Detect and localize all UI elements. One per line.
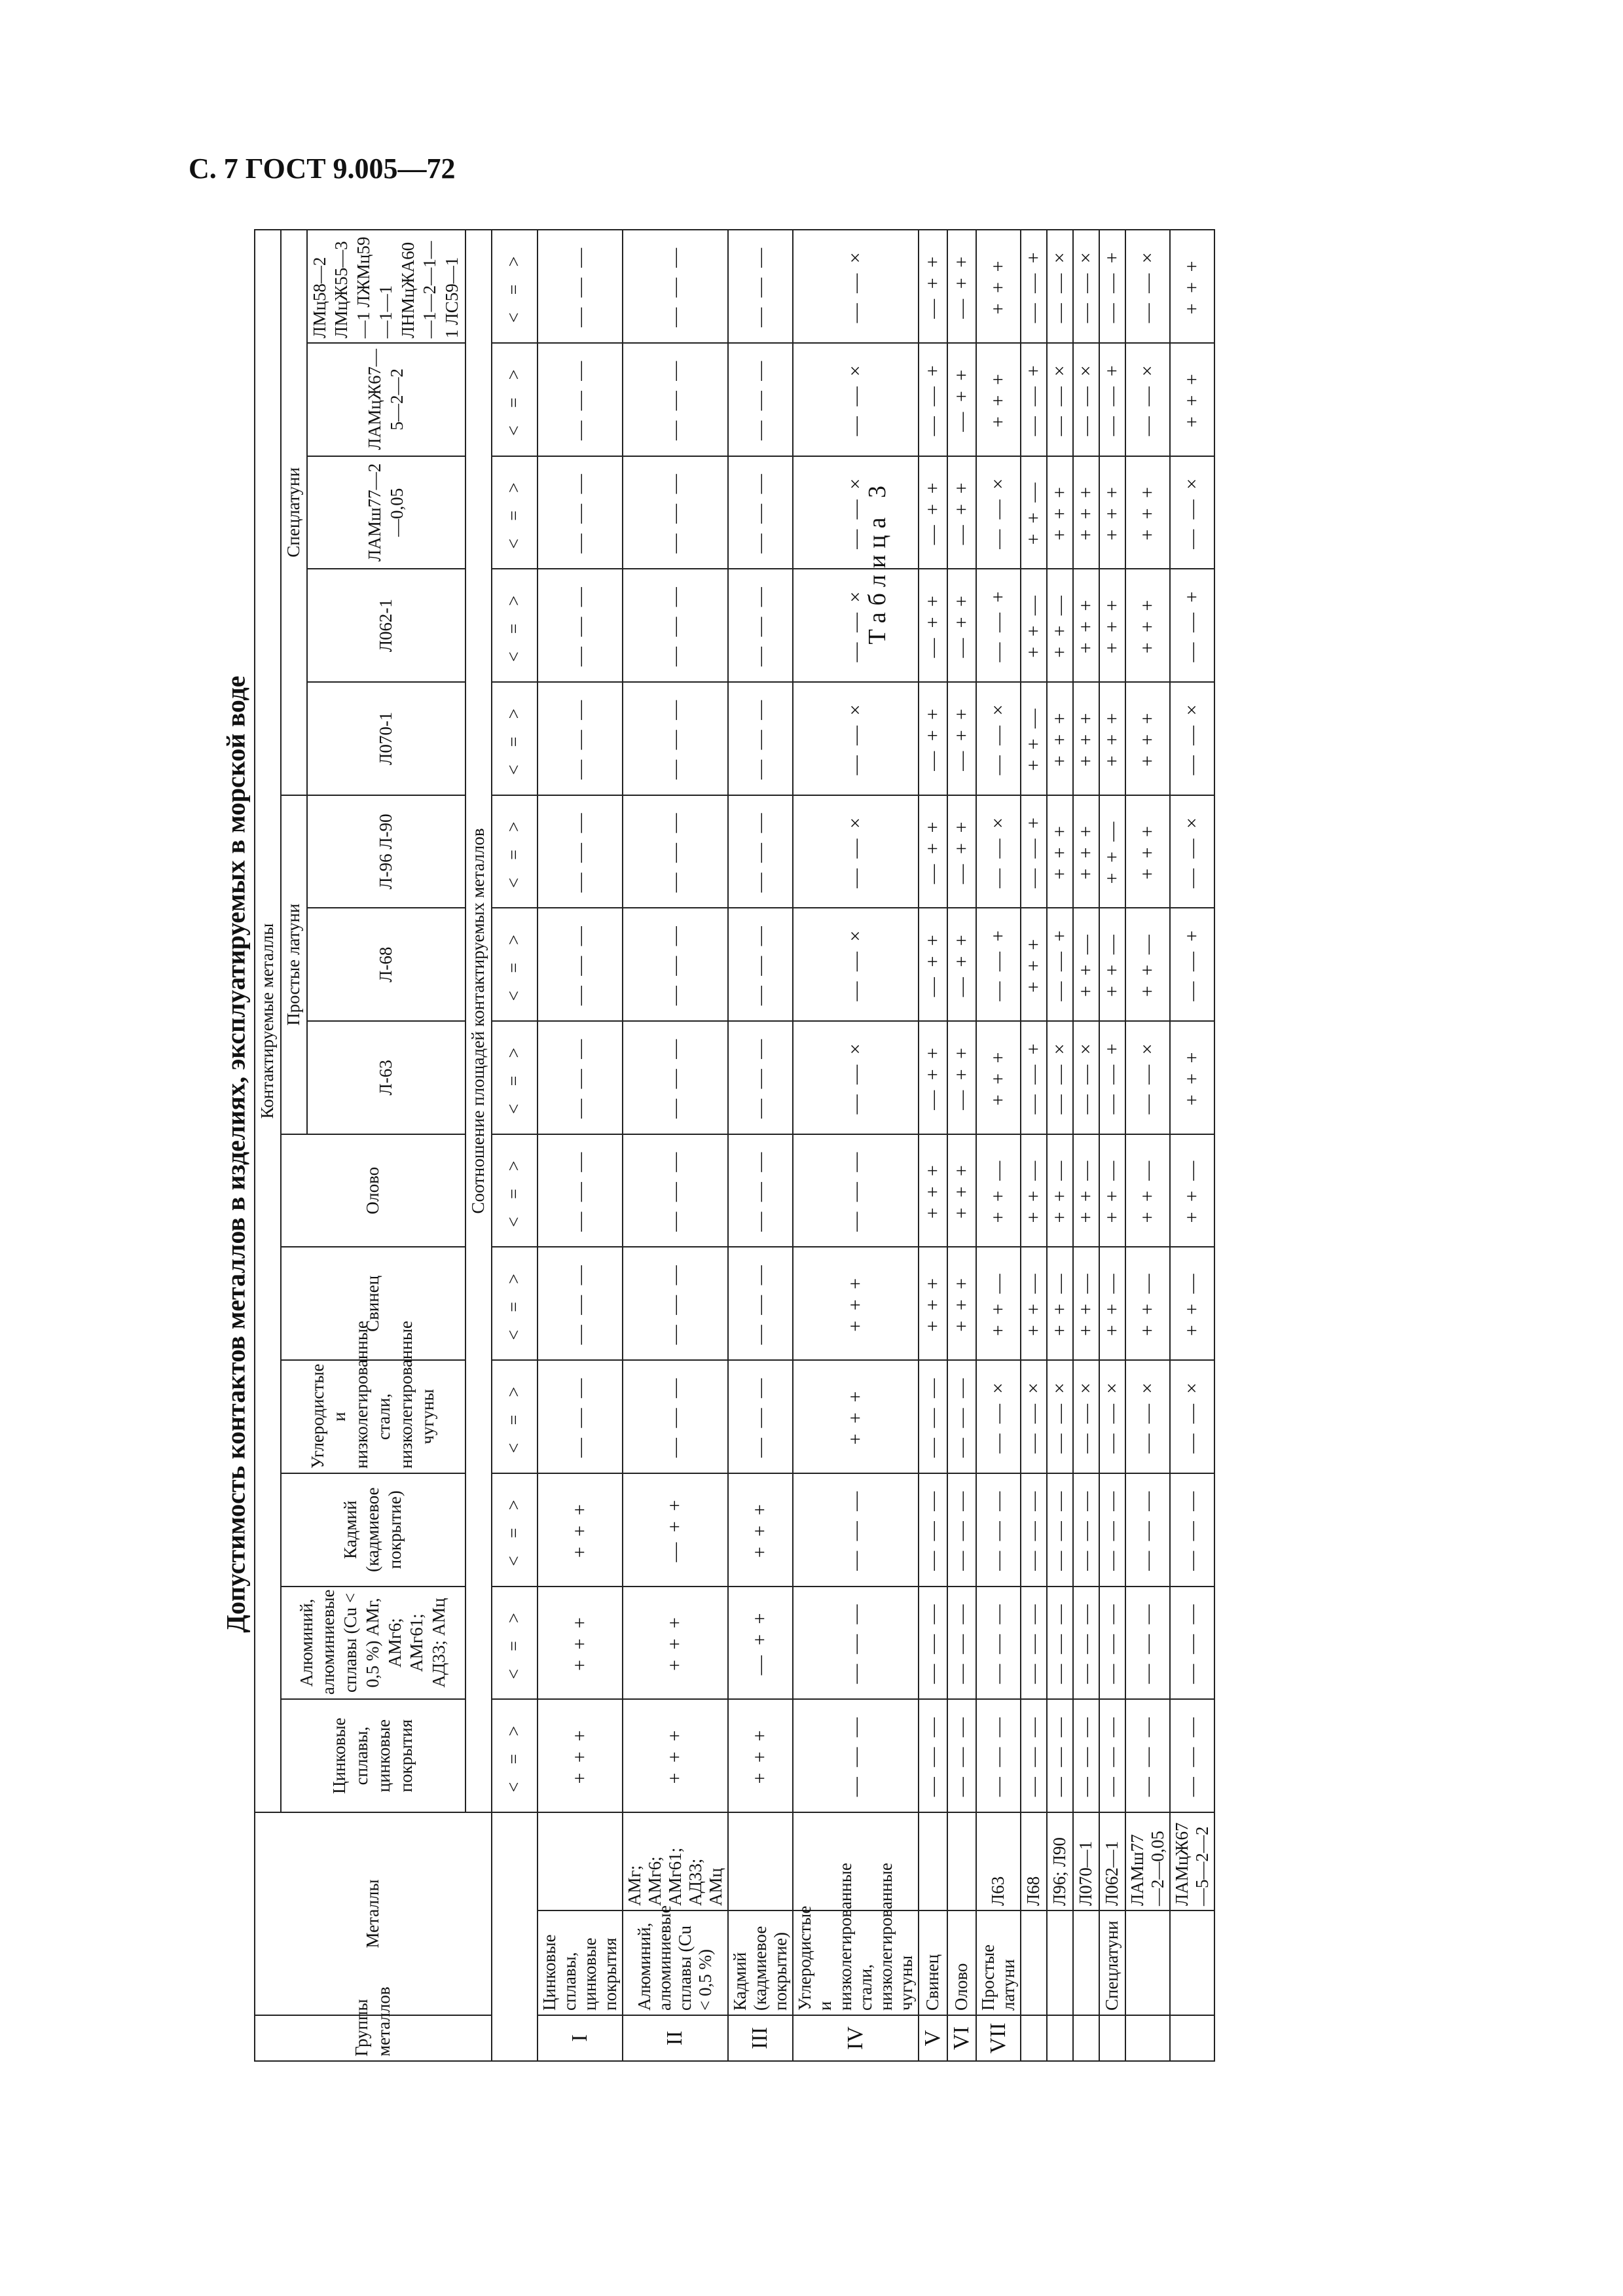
- compatibility-cell: + + +: [976, 230, 1021, 343]
- compatibility-cell: — — —: [538, 908, 623, 1021]
- group-number: [1047, 2015, 1073, 2061]
- compatibility-cell: — — ×: [1170, 795, 1214, 908]
- col-lamczh67: ЛАМцЖ67—5—2—2: [307, 343, 465, 456]
- compatibility-cell: — — ×: [1073, 230, 1099, 343]
- metal-name: [1170, 1910, 1214, 2015]
- compatibility-cell: + + +: [1170, 343, 1214, 456]
- compatibility-cell: + + +: [793, 1360, 919, 1473]
- compatibility-cell: — + +: [947, 569, 976, 682]
- compatibility-cell: + + —: [1099, 1247, 1125, 1360]
- col-other-brass: ЛМц58—2 ЛМцЖ55—3—1 ЛЖМц59—1—1 ЛНМцЖА60—1—2—1—1 ЛС59—1: [307, 230, 465, 343]
- metal-name: Спецлатуни: [1099, 1910, 1125, 2015]
- compatibility-cell: — — —: [976, 1473, 1021, 1587]
- compatibility-cell: — — —: [793, 1134, 919, 1247]
- symbols-row-cell: < = >: [492, 795, 538, 908]
- table-title: Допустимость контактов металлов в изделиях, эксплуатируемых в морской воде: [221, 675, 251, 1633]
- compatibility-cell: + + —: [976, 1247, 1021, 1360]
- metal-name: Углеродистые и низколегированные стали, низколегированные чугуны: [793, 1910, 919, 2015]
- compatibility-cell: — + +: [919, 908, 947, 1021]
- compatibility-cell: — — —: [728, 1134, 793, 1247]
- compatibility-cell: — + +: [947, 682, 976, 795]
- compatibility-cell: — — ×: [976, 795, 1021, 908]
- compatibility-cell: + + —: [1073, 1247, 1099, 1360]
- metal-grade: Л062—1: [1099, 1812, 1125, 1910]
- col-lamsh77: ЛАМш77—2—0,05: [307, 456, 465, 569]
- table-row: [1047, 230, 1073, 2061]
- metal-grade: АМг; АМг6; АМг61; АД33; АМц: [623, 1812, 728, 1910]
- metal-name: [1047, 1910, 1073, 2015]
- compatibility-cell: + + +: [1125, 456, 1170, 569]
- compatibility-cell: — — ×: [1125, 343, 1170, 456]
- compatibility-cell: — — —: [623, 1247, 728, 1360]
- compatibility-cell: — — ×: [1170, 682, 1214, 795]
- metal-grade: Л68: [1021, 1812, 1047, 1910]
- compatibility-cell: + + +: [1125, 569, 1170, 682]
- compatibility-cell: + + +: [947, 1247, 976, 1360]
- compatibility-cell: — — ×: [1047, 230, 1073, 343]
- compatibility-cell: + + +: [538, 1473, 623, 1587]
- compatibility-cell: — — —: [1021, 1473, 1047, 1587]
- col-zinc: Цинковые сплавы, цинковые покрытия: [281, 1699, 465, 1812]
- special-brass-header: Спецлатуни: [281, 230, 307, 795]
- compatibility-cell: — — —: [1170, 1587, 1214, 1700]
- compatibility-cell: — — ×: [976, 1360, 1021, 1473]
- compatibility-cell: + + +: [1021, 908, 1047, 1021]
- compatibility-cell: — + +: [919, 456, 947, 569]
- compatibility-cell: — + +: [947, 456, 976, 569]
- compatibility-cell: — — —: [1021, 1587, 1047, 1700]
- compatibility-cell: — — ×: [1125, 230, 1170, 343]
- compatibility-cell: — — —: [728, 230, 793, 343]
- compatibility-cell: — — —: [538, 795, 623, 908]
- compatibility-cell: — — ×: [976, 682, 1021, 795]
- compatibility-cell: — — +: [1047, 908, 1073, 1021]
- compatibility-cell: — — —: [623, 569, 728, 682]
- table-row: [947, 230, 976, 2061]
- compatibility-cell: — — —: [538, 569, 623, 682]
- compatibility-cell: — — +: [1021, 230, 1047, 343]
- compatibility-cell: — — ×: [1125, 1021, 1170, 1134]
- metal-name: [1125, 1910, 1170, 2015]
- metal-name: Свинец: [919, 1910, 947, 2015]
- compatibility-cell: — — ×: [1073, 1021, 1099, 1134]
- compatibility-cell: — — +: [1170, 908, 1214, 1021]
- compatibility-cell: — — —: [919, 1360, 947, 1473]
- table-row: [919, 230, 947, 2061]
- group-number: III: [728, 2015, 793, 2061]
- compatibility-cell: — — ×: [1099, 1360, 1125, 1473]
- symbols-row-cell: < = >: [492, 1247, 538, 1360]
- compatibility-cell: — — ×: [1073, 1360, 1099, 1473]
- compatibility-cell: + + —: [1021, 1247, 1047, 1360]
- compatibility-cell: + + +: [1099, 569, 1125, 682]
- symbols-row-cell: < = >: [492, 456, 538, 569]
- compatibility-cell: + + —: [976, 1134, 1021, 1247]
- col-lead: Свинец: [281, 1247, 465, 1360]
- table-row: [1099, 230, 1125, 2061]
- metal-name: Цинковые сплавы, цинковые покрытия: [538, 1910, 623, 2015]
- compatibility-cell: + + —: [1047, 1134, 1073, 1247]
- compatibility-cell: — — ×: [1047, 343, 1073, 456]
- compatibility-cell: + + —: [1170, 1134, 1214, 1247]
- metal-grade: [728, 1812, 793, 1910]
- compatibility-cell: — — —: [1099, 1473, 1125, 1587]
- metal-grade: [919, 1812, 947, 1910]
- symbols-row-cell: < = >: [492, 1360, 538, 1473]
- compatibility-cell: — — —: [728, 1360, 793, 1473]
- compatibility-cell: + + —: [1099, 1134, 1125, 1247]
- symbols-row-cell: < = >: [492, 1021, 538, 1134]
- symbols-row-cell: < = >: [492, 1699, 538, 1812]
- compatibility-cell: — — —: [538, 1360, 623, 1473]
- compatibility-cell: — — —: [623, 1021, 728, 1134]
- table-row: [1073, 230, 1099, 2061]
- metals-column-header: Металлы: [255, 1812, 492, 2015]
- col-l63: Л-63: [307, 1021, 465, 1134]
- compatibility-cell: — — ×: [1170, 1360, 1214, 1473]
- compatibility-cell: — + +: [919, 569, 947, 682]
- compatibility-cell: — — +: [1021, 1021, 1047, 1134]
- compatibility-cell: — — —: [947, 1360, 976, 1473]
- compatibility-cell: — — ×: [793, 1021, 919, 1134]
- compatibility-cell: — — +: [1021, 343, 1047, 456]
- compatibility-cell: — — +: [919, 343, 947, 456]
- compatibility-cell: + + +: [1073, 456, 1099, 569]
- compatibility-cell: + + +: [1170, 230, 1214, 343]
- compatibility-cell: + + +: [1073, 569, 1099, 682]
- contacted-metals-header: Контактируемые металлы: [255, 230, 281, 1812]
- compatibility-cell: — — —: [793, 1587, 919, 1700]
- compatibility-cell: + + +: [1047, 682, 1073, 795]
- compatibility-cell: — — —: [1047, 1473, 1073, 1587]
- group-number: I: [538, 2015, 623, 2061]
- compatibility-cell: — — —: [623, 230, 728, 343]
- compatibility-cell: — — ×: [793, 456, 919, 569]
- compatibility-cell: — — —: [623, 908, 728, 1021]
- compatibility-cell: — — —: [1021, 1699, 1047, 1812]
- compatibility-cell: — — —: [728, 795, 793, 908]
- symbols-row-cell: < = >: [492, 230, 538, 343]
- compatibility-cell: — + +: [919, 1021, 947, 1134]
- group-number: V: [919, 2015, 947, 2061]
- table-row: [1125, 230, 1170, 2061]
- compatibility-cell: — — —: [1170, 1473, 1214, 1587]
- compatibility-cell: + + +: [1073, 682, 1099, 795]
- compatibility-cell: — + +: [623, 1473, 728, 1587]
- metal-grade: [947, 1812, 976, 1910]
- symbols-spacer: [492, 1812, 538, 2061]
- compatibility-cell: — — ×: [793, 343, 919, 456]
- compatibility-cell: — — —: [1125, 1473, 1170, 1587]
- compatibility-cell: + + +: [1125, 682, 1170, 795]
- page-header: С. 7 ГОСТ 9.005—72: [189, 152, 456, 185]
- compatibility-cell: + + —: [1021, 682, 1047, 795]
- metal-grade: [538, 1812, 623, 1910]
- compatibility-cell: — — ×: [1073, 343, 1099, 456]
- compatibility-cell: + + +: [976, 343, 1021, 456]
- compatibility-cell: — + +: [947, 795, 976, 908]
- compatibility-cell: — — +: [1099, 343, 1125, 456]
- compatibility-cell: + + +: [1047, 456, 1073, 569]
- compatibility-cell: — — —: [976, 1699, 1021, 1812]
- compatibility-cell: — — —: [728, 682, 793, 795]
- compatibility-cell: + + +: [1099, 682, 1125, 795]
- compatibility-cell: — — —: [623, 343, 728, 456]
- symbols-row-cell: < = >: [492, 1473, 538, 1587]
- compatibility-cell: — — —: [728, 569, 793, 682]
- compatibility-cell: — — —: [1073, 1473, 1099, 1587]
- compatibility-cell: — — —: [1099, 1699, 1125, 1812]
- compatibility-cell: — + +: [919, 795, 947, 908]
- col-steel: Углеродистые и низколегированные стали, низколегированные чугуны: [281, 1360, 465, 1473]
- ratio-header: Соотношение площадей контактируемых металлов: [465, 230, 492, 1812]
- compatibility-cell: + + +: [1099, 456, 1125, 569]
- compatibility-cell: + + —: [1170, 1247, 1214, 1360]
- compatibility-cell: — — ×: [1021, 1360, 1047, 1473]
- compatibility-cell: + + +: [728, 1473, 793, 1587]
- compatibility-cell: + + +: [1073, 795, 1099, 908]
- col-l96-l90: Л-96 Л-90: [307, 795, 465, 908]
- compatibility-cell: + + +: [728, 1699, 793, 1812]
- compatibility-cell: — — —: [623, 1134, 728, 1247]
- compatibility-cell: + + +: [793, 1247, 919, 1360]
- compatibility-cell: — — —: [538, 682, 623, 795]
- symbols-row-cell: < = >: [492, 569, 538, 682]
- compatibility-cell: — — —: [1073, 1699, 1099, 1812]
- compatibility-cell: — — —: [623, 456, 728, 569]
- compatibility-cell: — — —: [919, 1587, 947, 1700]
- symbols-row-cell: < = >: [492, 1134, 538, 1247]
- metal-name: [1073, 1910, 1099, 2015]
- compatibility-cell: — — —: [1047, 1587, 1073, 1700]
- compatibility-cell: + + +: [538, 1699, 623, 1812]
- compatibility-cell: — — —: [623, 682, 728, 795]
- col-l68: Л-68: [307, 908, 465, 1021]
- group-number: IV: [793, 2015, 919, 2061]
- table-row: [976, 230, 1021, 2061]
- col-l062-1: Л062-1: [307, 569, 465, 682]
- compatibility-cell: — — —: [538, 230, 623, 343]
- group-number: VI: [947, 2015, 976, 2061]
- group-number: [1021, 2015, 1047, 2061]
- compatibility-cell: + + —: [1073, 1134, 1099, 1247]
- compatibility-cell: — — —: [947, 1587, 976, 1700]
- compatibility-cell: + + —: [1021, 1134, 1047, 1247]
- group-number: [1073, 2015, 1099, 2061]
- compatibility-cell: — + +: [919, 230, 947, 343]
- table-row: [538, 230, 623, 2061]
- col-tin: Олово: [281, 1134, 465, 1247]
- compatibility-cell: — — —: [538, 343, 623, 456]
- compatibility-cell: + + +: [919, 1134, 947, 1247]
- compatibility-cell: — + +: [947, 343, 976, 456]
- symbols-row-cell: < = >: [492, 343, 538, 456]
- compatibility-cell: + + —: [1021, 569, 1047, 682]
- compatibility-cell: — — —: [1170, 1699, 1214, 1812]
- compatibility-cell: — + +: [947, 230, 976, 343]
- compatibility-cell: — — —: [623, 795, 728, 908]
- group-number: [1099, 2015, 1125, 2061]
- compatibility-cell: + + —: [1099, 908, 1125, 1021]
- compatibility-cell: — + +: [947, 908, 976, 1021]
- metal-grade: ЛАМш77—2—0,05: [1125, 1812, 1170, 1910]
- col-aluminium: Алюминий, алюминиевые сплавы (Cu < 0,5 %) АМг, АМг6; АМг61; АД33; АМц: [281, 1587, 465, 1700]
- metal-grade: Л63: [976, 1812, 1021, 1910]
- compatibility-cell: — — —: [538, 1247, 623, 1360]
- compatibility-cell: — — —: [623, 1360, 728, 1473]
- compatibility-cell: — — —: [728, 343, 793, 456]
- compatibility-cell: — — —: [919, 1473, 947, 1587]
- table-row: [1170, 230, 1214, 2061]
- metal-grade: Л96; Л90: [1047, 1812, 1073, 1910]
- compatibility-cell: — — +: [976, 908, 1021, 1021]
- group-number: [1125, 2015, 1170, 2061]
- table-row: [1021, 230, 1047, 2061]
- compatibility-cell: — — —: [728, 1247, 793, 1360]
- compatibility-cell: + + —: [1021, 456, 1047, 569]
- metal-name: Олово: [947, 1910, 976, 2015]
- compatibility-cell: — — ×: [793, 908, 919, 1021]
- compatibility-table-rotated: [254, 229, 1623, 2062]
- compatibility-cell: + + +: [538, 1587, 623, 1700]
- compatibility-cell: — — ×: [1047, 1360, 1073, 1473]
- compatibility-cell: — + +: [728, 1587, 793, 1700]
- compatibility-cell: — — —: [793, 1699, 919, 1812]
- col-l070-1: Л070-1: [307, 682, 465, 795]
- compatibility-cell: — — —: [538, 456, 623, 569]
- compatibility-cell: — — ×: [793, 569, 919, 682]
- compatibility-cell: + + —: [1125, 1134, 1170, 1247]
- table-row: [623, 230, 728, 2061]
- compatibility-cell: — — —: [538, 1134, 623, 1247]
- compatibility-cell: — — —: [919, 1699, 947, 1812]
- compatibility-cell: + + —: [1099, 795, 1125, 908]
- compatibility-cell: — — +: [1099, 230, 1125, 343]
- compatibility-cell: — + +: [947, 1021, 976, 1134]
- compatibility-cell: — — +: [1099, 1021, 1125, 1134]
- compatibility-cell: + + +: [623, 1699, 728, 1812]
- compatibility-cell: + + +: [919, 1247, 947, 1360]
- symbols-row-cell: < = >: [492, 682, 538, 795]
- compatibility-cell: — — —: [976, 1587, 1021, 1700]
- symbols-row-cell: < = >: [492, 908, 538, 1021]
- compatibility-cell: — — —: [793, 1473, 919, 1587]
- metal-name: Алюминий, алюминиевые сплавы (Cu < 0,5 %): [623, 1910, 728, 2015]
- metal-grade: [793, 1812, 919, 1910]
- metal-grade: Л070—1: [1073, 1812, 1099, 1910]
- compatibility-cell: — — +: [1170, 569, 1214, 682]
- group-column-header: Группы металлов: [255, 2015, 492, 2061]
- compatibility-cell: — — —: [1125, 1587, 1170, 1700]
- compatibility-cell: — — +: [976, 569, 1021, 682]
- compatibility-cell: — — —: [1099, 1587, 1125, 1700]
- table-row: [728, 230, 793, 2061]
- compatibility-cell: — — —: [947, 1699, 976, 1812]
- compatibility-cell: + + +: [1125, 795, 1170, 908]
- compatibility-cell: — — +: [1021, 795, 1047, 908]
- compatibility-cell: + + —: [1125, 1247, 1170, 1360]
- compatibility-cell: + + —: [1073, 908, 1099, 1021]
- compatibility-cell: — — —: [1073, 1587, 1099, 1700]
- group-number: VII: [976, 2015, 1021, 2061]
- simple-brass-header: Простые латуни: [281, 795, 307, 1134]
- compatibility-table: [254, 229, 1215, 2062]
- metal-grade: ЛАМцЖ67—5—2—2: [1170, 1812, 1214, 1910]
- compatibility-cell: — — ×: [1170, 456, 1214, 569]
- symbols-row-cell: < = >: [492, 1587, 538, 1700]
- compatibility-cell: + + +: [1170, 1021, 1214, 1134]
- compatibility-cell: — — ×: [1047, 1021, 1073, 1134]
- group-number: [1170, 2015, 1214, 2061]
- table-row: [793, 230, 919, 2061]
- compatibility-cell: — — —: [1125, 1699, 1170, 1812]
- compatibility-cell: — — ×: [1125, 1360, 1170, 1473]
- metal-name: Простые латуни: [976, 1910, 1021, 2015]
- table-body: [538, 230, 1214, 2061]
- col-cadmium: Кадмий (кадмиевое покрытие): [281, 1473, 465, 1587]
- compatibility-cell: — — —: [728, 456, 793, 569]
- table-label: Таблица 3: [864, 479, 891, 645]
- compatibility-cell: + + —: [1047, 1247, 1073, 1360]
- compatibility-cell: — + +: [919, 682, 947, 795]
- compatibility-cell: — — ×: [976, 456, 1021, 569]
- group-number: II: [623, 2015, 728, 2061]
- compatibility-cell: — — —: [728, 1021, 793, 1134]
- compatibility-cell: — — —: [728, 908, 793, 1021]
- compatibility-cell: — — ×: [793, 230, 919, 343]
- compatibility-cell: — — —: [947, 1473, 976, 1587]
- compatibility-cell: — — —: [1047, 1699, 1073, 1812]
- compatibility-cell: — — —: [538, 1021, 623, 1134]
- metal-name: [1021, 1910, 1047, 2015]
- compatibility-cell: — — ×: [793, 795, 919, 908]
- compatibility-cell: — — ×: [793, 682, 919, 795]
- compatibility-cell: + + +: [623, 1587, 728, 1700]
- compatibility-cell: + + —: [1047, 569, 1073, 682]
- metal-name: Кадмий (кадмиевое покрытие): [728, 1910, 793, 2015]
- compatibility-cell: + + +: [1047, 795, 1073, 908]
- compatibility-cell: + + —: [1125, 908, 1170, 1021]
- compatibility-cell: + + +: [976, 1021, 1021, 1134]
- compatibility-cell: + + +: [947, 1134, 976, 1247]
